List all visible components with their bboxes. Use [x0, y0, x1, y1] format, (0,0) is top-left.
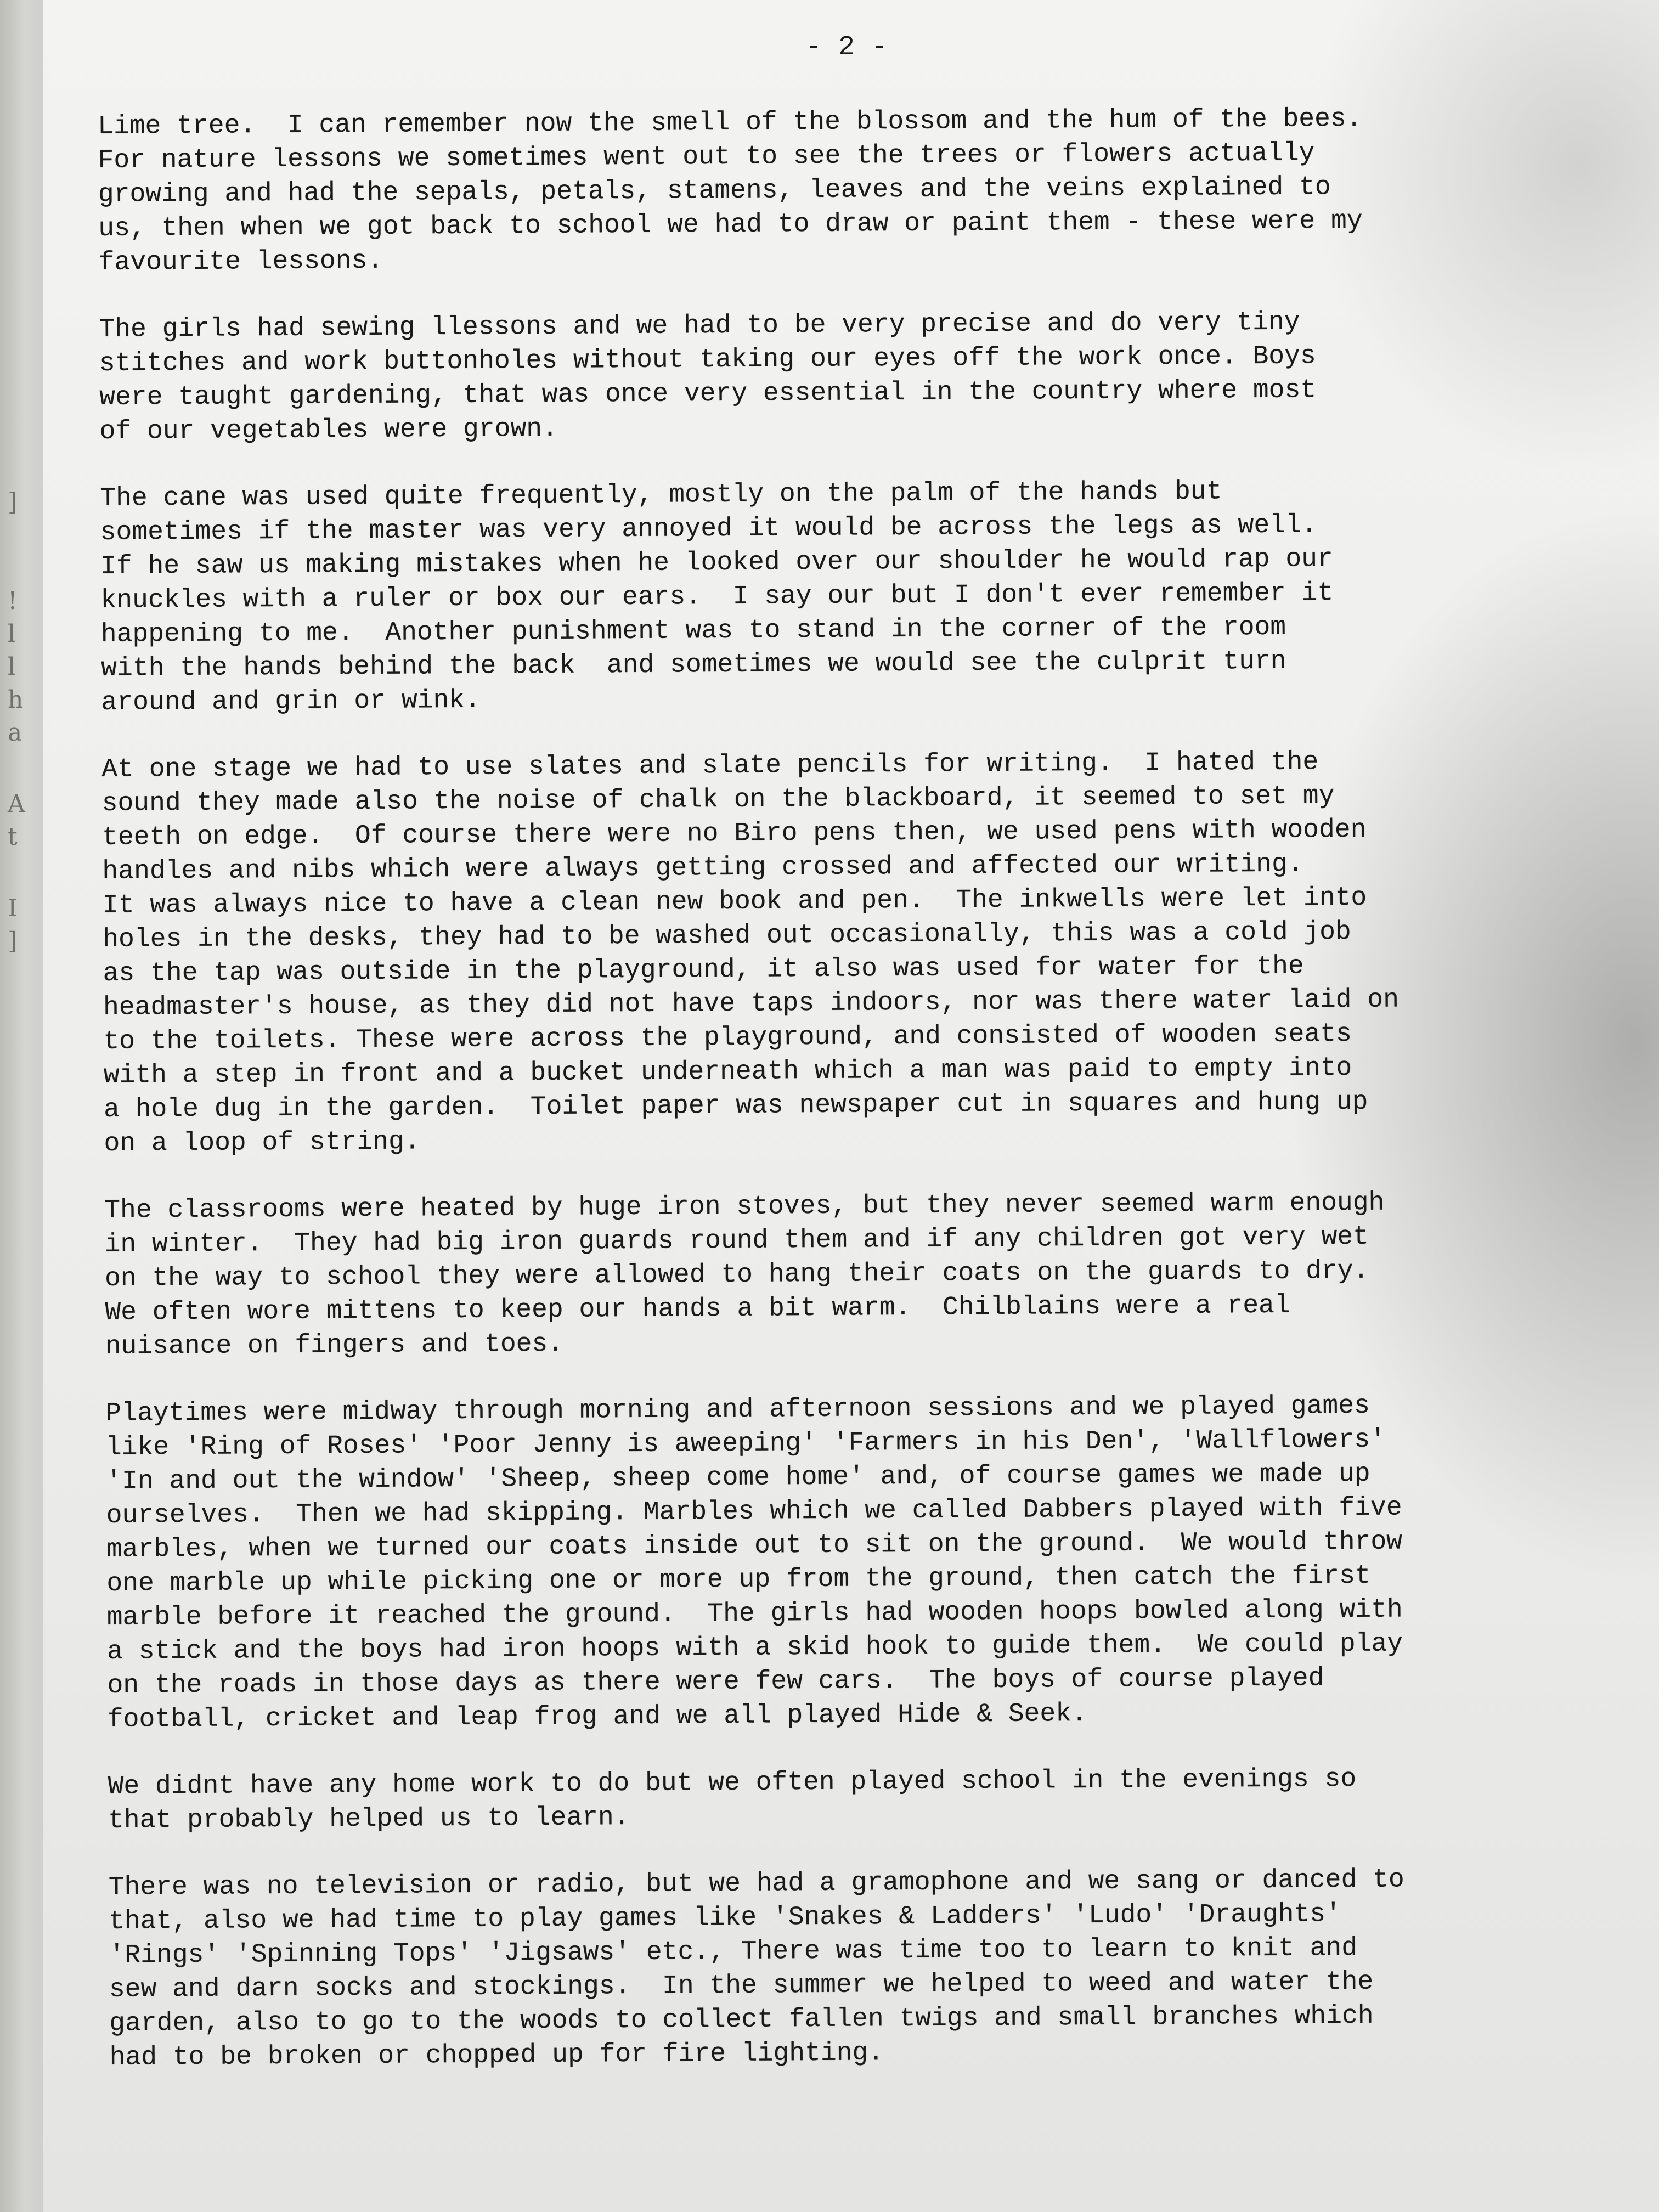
text-line: It was always nice to have a clean new book and pen. The inkwells were let into — [102, 883, 1367, 921]
text-line: sound they made also the noise of chalk on the blackboard, it seemed to set my — [101, 781, 1335, 819]
typed-page — [43, 0, 1659, 2212]
text-line: holes in the desks, they had to be washed out occasionally, this was a cold job — [103, 917, 1351, 955]
text-line: that, also we had time to play games like 'Snakes & Ladders' 'Ludo' 'Draughts' — [109, 1899, 1342, 1937]
text-line: football, cricket and leap frog and we all played Hide & Seek. — [107, 1699, 1087, 1735]
page-number: - 2 - — [805, 32, 888, 63]
text-line: in winter. They had big iron guards round them and if any children got very wet — [104, 1222, 1369, 1260]
text-line: one marble up while picking one or more up from the ground, then catch the first — [106, 1561, 1371, 1599]
text-line: Lime tree. I can remember now the smell of the blossom and the hum of the bees. — [98, 104, 1362, 142]
text-line: marble before it reached the ground. The girls had wooden hoops bowled along with — [106, 1595, 1403, 1633]
previous-page-edge: ] ! l l h a A t I ] — [0, 0, 44, 2212]
text-line: garden, also to go to the woods to collect fallen twigs and small branches which — [109, 2001, 1374, 2039]
paragraph — [99, 303, 1581, 448]
paragraph — [105, 1387, 1589, 1736]
text-line: We often wore mittens to keep our hands a bit warm. Chilblains were a real — [105, 1290, 1290, 1328]
paragraph — [98, 101, 1580, 280]
text-line: headmaster's house, as they did not have taps indoors, nor was there water laid on — [103, 985, 1400, 1023]
body-text — [98, 101, 1591, 2108]
text-line: The cane was used quite frequently, mostly on the palm of the hands but — [100, 477, 1222, 514]
text-line: to the toilets. These were across the playground, and consisted of wooden seats — [103, 1019, 1352, 1057]
text-line: handles and nibs which were always getting crossed and affected our writing. — [102, 849, 1304, 887]
text-line: 'Rings' 'Spinning Tops' 'Jigsaws' etc., There was time too to learn to knit and — [109, 1933, 1358, 1971]
text-line: on the way to school they were allowed to hang their coats on the guards to dry. — [104, 1256, 1369, 1294]
text-line: 'In and out the window' 'Sheep, sheep come home' and, of course games we made up — [106, 1459, 1370, 1497]
text-line: sew and darn socks and stockings. In the summer we helped to weed and water the — [109, 1967, 1374, 2005]
text-line: happening to me. Another punishment was to stand in the corner of the room — [100, 612, 1286, 650]
text-line: that probably helped us to learn. — [108, 1803, 630, 1836]
paragraph — [100, 472, 1583, 719]
text-line: were taught gardening, that was once very essential in the country where most — [99, 375, 1317, 413]
text-line: as the tap was outside in the playground, it also was used for water for the — [103, 951, 1304, 989]
text-line: growing and had the sepals, petals, stamens, leaves and the veins explained to — [98, 172, 1331, 210]
text-line: stitches and work buttonholes without taking our eyes off the work once. Boys — [99, 341, 1316, 379]
text-line: The girls had sewing llessons and we had to be very precise and do very tiny — [99, 307, 1300, 345]
text-line: sometimes if the master was very annoyed it would be across the legs as well. — [100, 510, 1317, 548]
text-line: For nature lessons we sometimes went out to see the trees or flowers actually — [98, 138, 1315, 176]
text-line: At one stage we had to use slates and slate pencils for writing. I hated the — [101, 747, 1319, 785]
text-line: of our vegetables were grown. — [99, 414, 558, 447]
text-line: The classrooms were heated by huge iron stoves, but they never seemed warm enough — [104, 1188, 1385, 1226]
text-line: nuisance on fingers and toes. — [105, 1329, 564, 1362]
text-line: Playtimes were midway through morning and afternoon sessions and we played games — [105, 1391, 1370, 1429]
text-line: like 'Ring of Roses' 'Poor Jenny is aweeping' 'Farmers in his Den', 'Wallflowers' — [105, 1425, 1386, 1463]
text-line: us, then when we got back to school we had to draw or paint them - these were my — [98, 206, 1363, 244]
text-line: teeth on edge. Of course there were no Biro pens then, we used pens with wooden — [101, 815, 1367, 853]
text-line: around and grin or wink. — [101, 685, 481, 718]
text-line: favourite lessons. — [98, 246, 383, 278]
text-line: If he saw us making mistakes when he looked over our shoulder he would rap our — [100, 544, 1333, 582]
text-line: a hole dug in the garden. Toilet paper was newspaper cut in squares and hung up — [103, 1087, 1368, 1125]
text-line: on the roads in those days as there were few cars. The boys of course played — [107, 1663, 1324, 1701]
text-line: marbles, when we turned our coats inside out to sit on the ground. We would throw — [106, 1527, 1403, 1565]
text-line: We didnt have any home work to do but we often played school in the evenings so — [108, 1764, 1357, 1802]
text-line: There was no television or radio, but we had a gramophone and we sang or danced to — [108, 1865, 1404, 1903]
text-line: with a step in front and a bucket underneath which a man was paid to empty into — [103, 1053, 1352, 1091]
paragraph — [108, 1760, 1589, 1837]
paragraph — [109, 1861, 1591, 2074]
text-line: knuckles with a ruler or box our ears. I say our but I don't ever remember it — [100, 578, 1334, 616]
text-line: had to be broken or chopped up for fire lighting. — [109, 2038, 884, 2073]
text-line: on a loop of string. — [104, 1127, 420, 1159]
paragraph — [101, 743, 1585, 1160]
text-line: with the hands behind the back and sometimes we would see the culprit turn — [101, 646, 1286, 684]
text-line: a stick and the boys had iron hoops with a skid hook to guide them. We could play — [107, 1629, 1403, 1667]
text-line: ourselves. Then we had skipping. Marbles which we called Dabbers played with five — [106, 1493, 1402, 1531]
paragraph — [104, 1184, 1587, 1363]
